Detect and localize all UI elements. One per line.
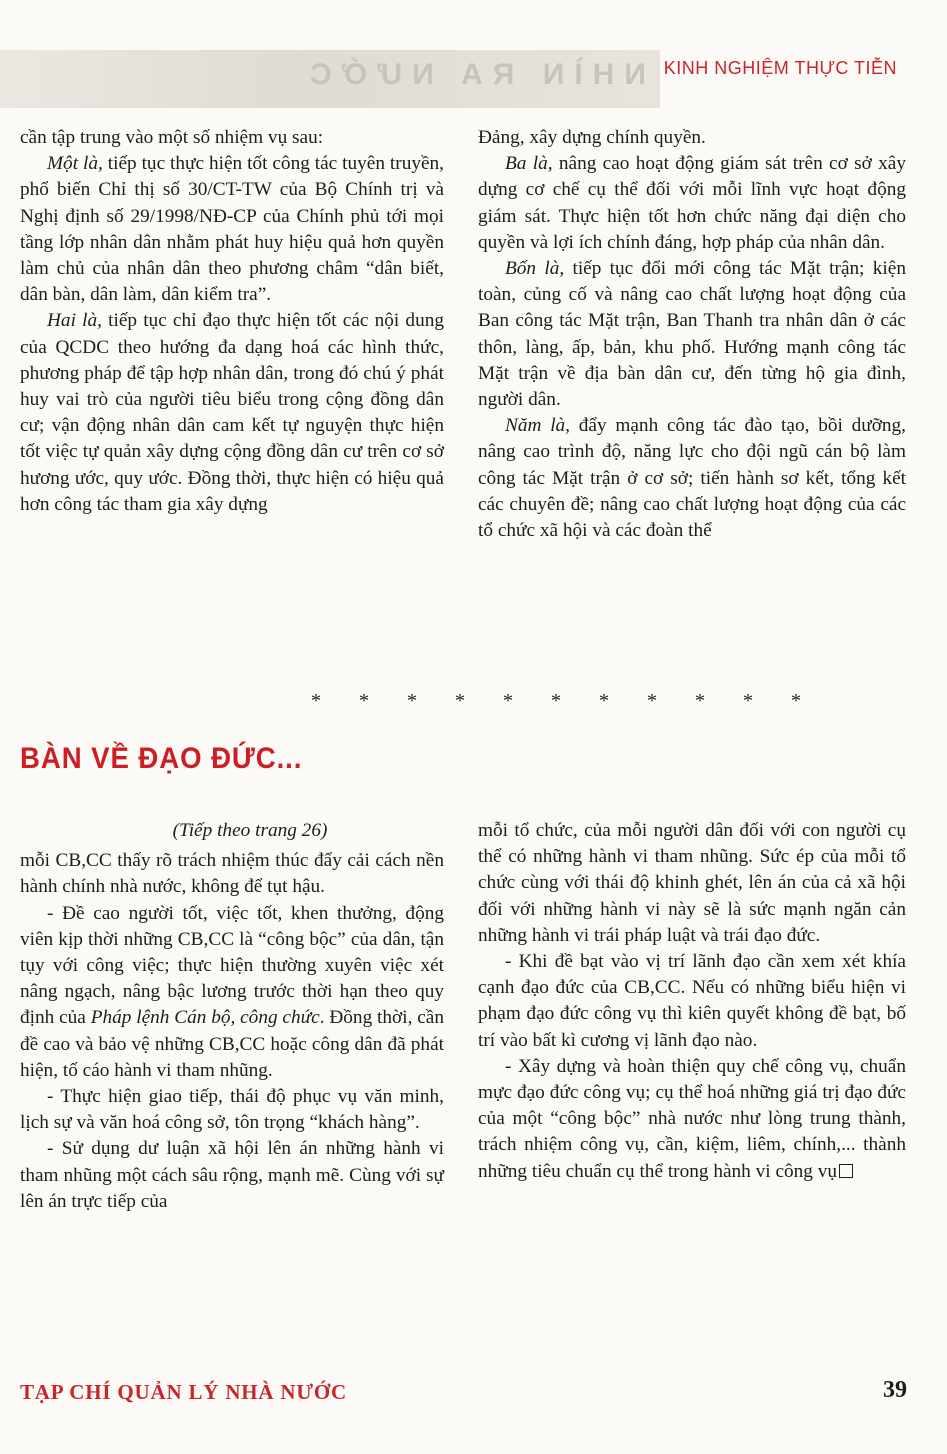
paragraph-lead: Ba là, bbox=[505, 153, 553, 175]
bottom-article-left-column bbox=[20, 818, 444, 1215]
journal-name: TẠP CHÍ QUẢN LÝ NHÀ NƯỚC bbox=[20, 1380, 348, 1404]
paragraph-italic: Pháp lệnh Cán bộ, công chức bbox=[90, 1007, 320, 1029]
paragraph-lead: Một là, bbox=[47, 153, 103, 175]
paragraph-lead: Hai là, bbox=[47, 310, 102, 332]
paragraph: cần tập trung vào một số nhiệm vụ sau: bbox=[20, 127, 324, 148]
paragraph bbox=[20, 308, 444, 518]
article-separator: * * * * * * * * * * * bbox=[311, 690, 818, 712]
top-article-right-column bbox=[478, 125, 906, 544]
paragraph: Đảng, xây dựng chính quyền. bbox=[478, 127, 706, 148]
paragraph: - Sử dụng dư luận xã hội lên án những hành vi tham nhũng một cách sâu rộng, mạnh mẽ. Cùng với sự lên án trực tiếp của bbox=[20, 1138, 444, 1212]
paragraph bbox=[478, 1054, 906, 1185]
paragraph-lead: Năm là, bbox=[505, 415, 571, 437]
paragraph bbox=[478, 151, 906, 256]
page-number: 39 bbox=[883, 1377, 907, 1403]
paragraph bbox=[478, 256, 906, 413]
header-ghost-text: NHÌN RA NƯỚC bbox=[300, 58, 647, 91]
paragraph-lead: Bốn là, bbox=[505, 258, 565, 280]
paragraph: - Thực hiện giao tiếp, thái độ phục vụ văn minh, lịch sự và văn hoá công sở, tôn trọng “khách hàng”. bbox=[20, 1086, 444, 1134]
paragraph: - Khi đề bạt vào vị trí lãnh đạo cần xem xét khía cạnh đạo đức của CB,CC. Nếu có những biểu hiện vi phạm đạo đức công vụ thì kiên quyết không đề bạt, bố trí vào bất kì cương vị lãnh đạo nào. bbox=[478, 951, 906, 1051]
paragraph-text: - Xây dựng và hoàn thiện quy chế công vụ, chuẩn mực đạo đức công vụ; cụ thể hoá những giá trị đạo đức của một “công bộc” nhà nước như lòng trung thành, trách nhiệm công vụ, cần, kiệm, liêm, chính,... thành những tiêu chuẩn cụ thể trong hành vi công vụ bbox=[478, 1055, 906, 1182]
paragraph-text: đẩy mạnh công tác đào tạo, bồi dưỡng, nâng cao trình độ, năng lực cho đội ngũ cán bộ làm công tác Mặt trận ở cơ sở; tiến hành sơ kết, tổng kết các chuyên đề; nâng cao chất lượng hoạt động của các tổ chức xã hội và các đoàn thể bbox=[478, 415, 906, 542]
continued-note: (Tiếp theo trang 26) bbox=[172, 820, 328, 841]
article-title: BÀN VỀ ĐẠO ĐỨC... bbox=[20, 742, 303, 775]
paragraph-text: . Đồng thời, cần đề cao và bảo vệ những CB,CC hoặc công dân đã phát hiện, tố cáo hành vi tham nhũng. bbox=[20, 1007, 444, 1081]
paragraph bbox=[20, 901, 444, 1084]
paragraph bbox=[20, 151, 444, 308]
section-label: KINH NGHIỆM THỰC TIỄN bbox=[663, 58, 897, 78]
paragraph-text: - Đề cao người tốt, việc tốt, khen thưởng, động viên kịp thời những CB,CC là “công bộc” của dân, tận tụy với công việc; thực hiện thường xuyên việc xét nâng ngạch, nâng bậc lương trước thời hạn theo quy định của bbox=[20, 902, 444, 1029]
bottom-article-right-column bbox=[478, 818, 906, 1185]
paragraph-text: tiếp tục chỉ đạo thực hiện tốt các nội dung của QCDC theo hướng đa dạng hoá các hình thức, phương pháp để tập hợp nhân dân, trong đó chú ý phát huy vai trò của người tiêu biểu trong cộng đồng dân cư; vận động nhân dân cam kết tự nguyện thực hiện tốt việc tự quản xây dựng cộng đồng dân cư trên cơ sở hương ước, quy ước. Đồng thời, thực hiện có hiệu quả hơn công tác tham gia xây dựng bbox=[20, 310, 444, 515]
paragraph: mỗi CB,CC thấy rõ trách nhiệm thúc đẩy cải cách nền hành chính nhà nước, không để tụt hậu. bbox=[20, 850, 444, 898]
paragraph-text: tiếp tục thực hiện tốt công tác tuyên truyền, phổ biến Chỉ thị số 30/CT-TW của Bộ Chính trị và Nghị định số 29/1998/NĐ-CP của Chính phủ tới mọi tầng lớp nhân dân nhằm phát huy hiệu quả hơn quyền làm chủ của nhân dân theo phương châm “dân biết, dân bàn, dân làm, dân kiểm tra”. bbox=[20, 153, 445, 306]
paragraph: mỗi tổ chức, của mỗi người dân đối với con người cụ thể có những hành vi tham nhũng. Sức ép của mỗi tổ chức cùng với thái độ khinh ghét, lên án của cả xã hội đối với những hành vi này sẽ là sức mạnh ngăn cản những hành vi trái pháp luật và trái đạo đức. bbox=[478, 820, 906, 946]
paragraph-text: nâng cao hoạt động giám sát trên cơ sở xây dựng cơ chế cụ thể đối với mỗi lĩnh vực hoạt động giám sát. Thực hiện tốt hơn chức năng đại diện cho quyền và lợi ích chính đáng, hợp pháp của nhân dân. bbox=[478, 153, 906, 253]
top-article-left-column bbox=[20, 125, 444, 518]
paragraph bbox=[478, 413, 906, 544]
end-mark-icon bbox=[839, 1164, 853, 1178]
paragraph-text: tiếp tục đổi mới công tác Mặt trận; kiện toàn, củng cố và nâng cao chất lượng hoạt động của Ban công tác Mặt trận, Ban Thanh tra nhân dân ở các thôn, làng, ấp, bản, khu phố. Hướng mạnh công tác Mặt trận về địa bàn dân cư, đến từng hộ gia đình, người dân. bbox=[478, 258, 906, 411]
